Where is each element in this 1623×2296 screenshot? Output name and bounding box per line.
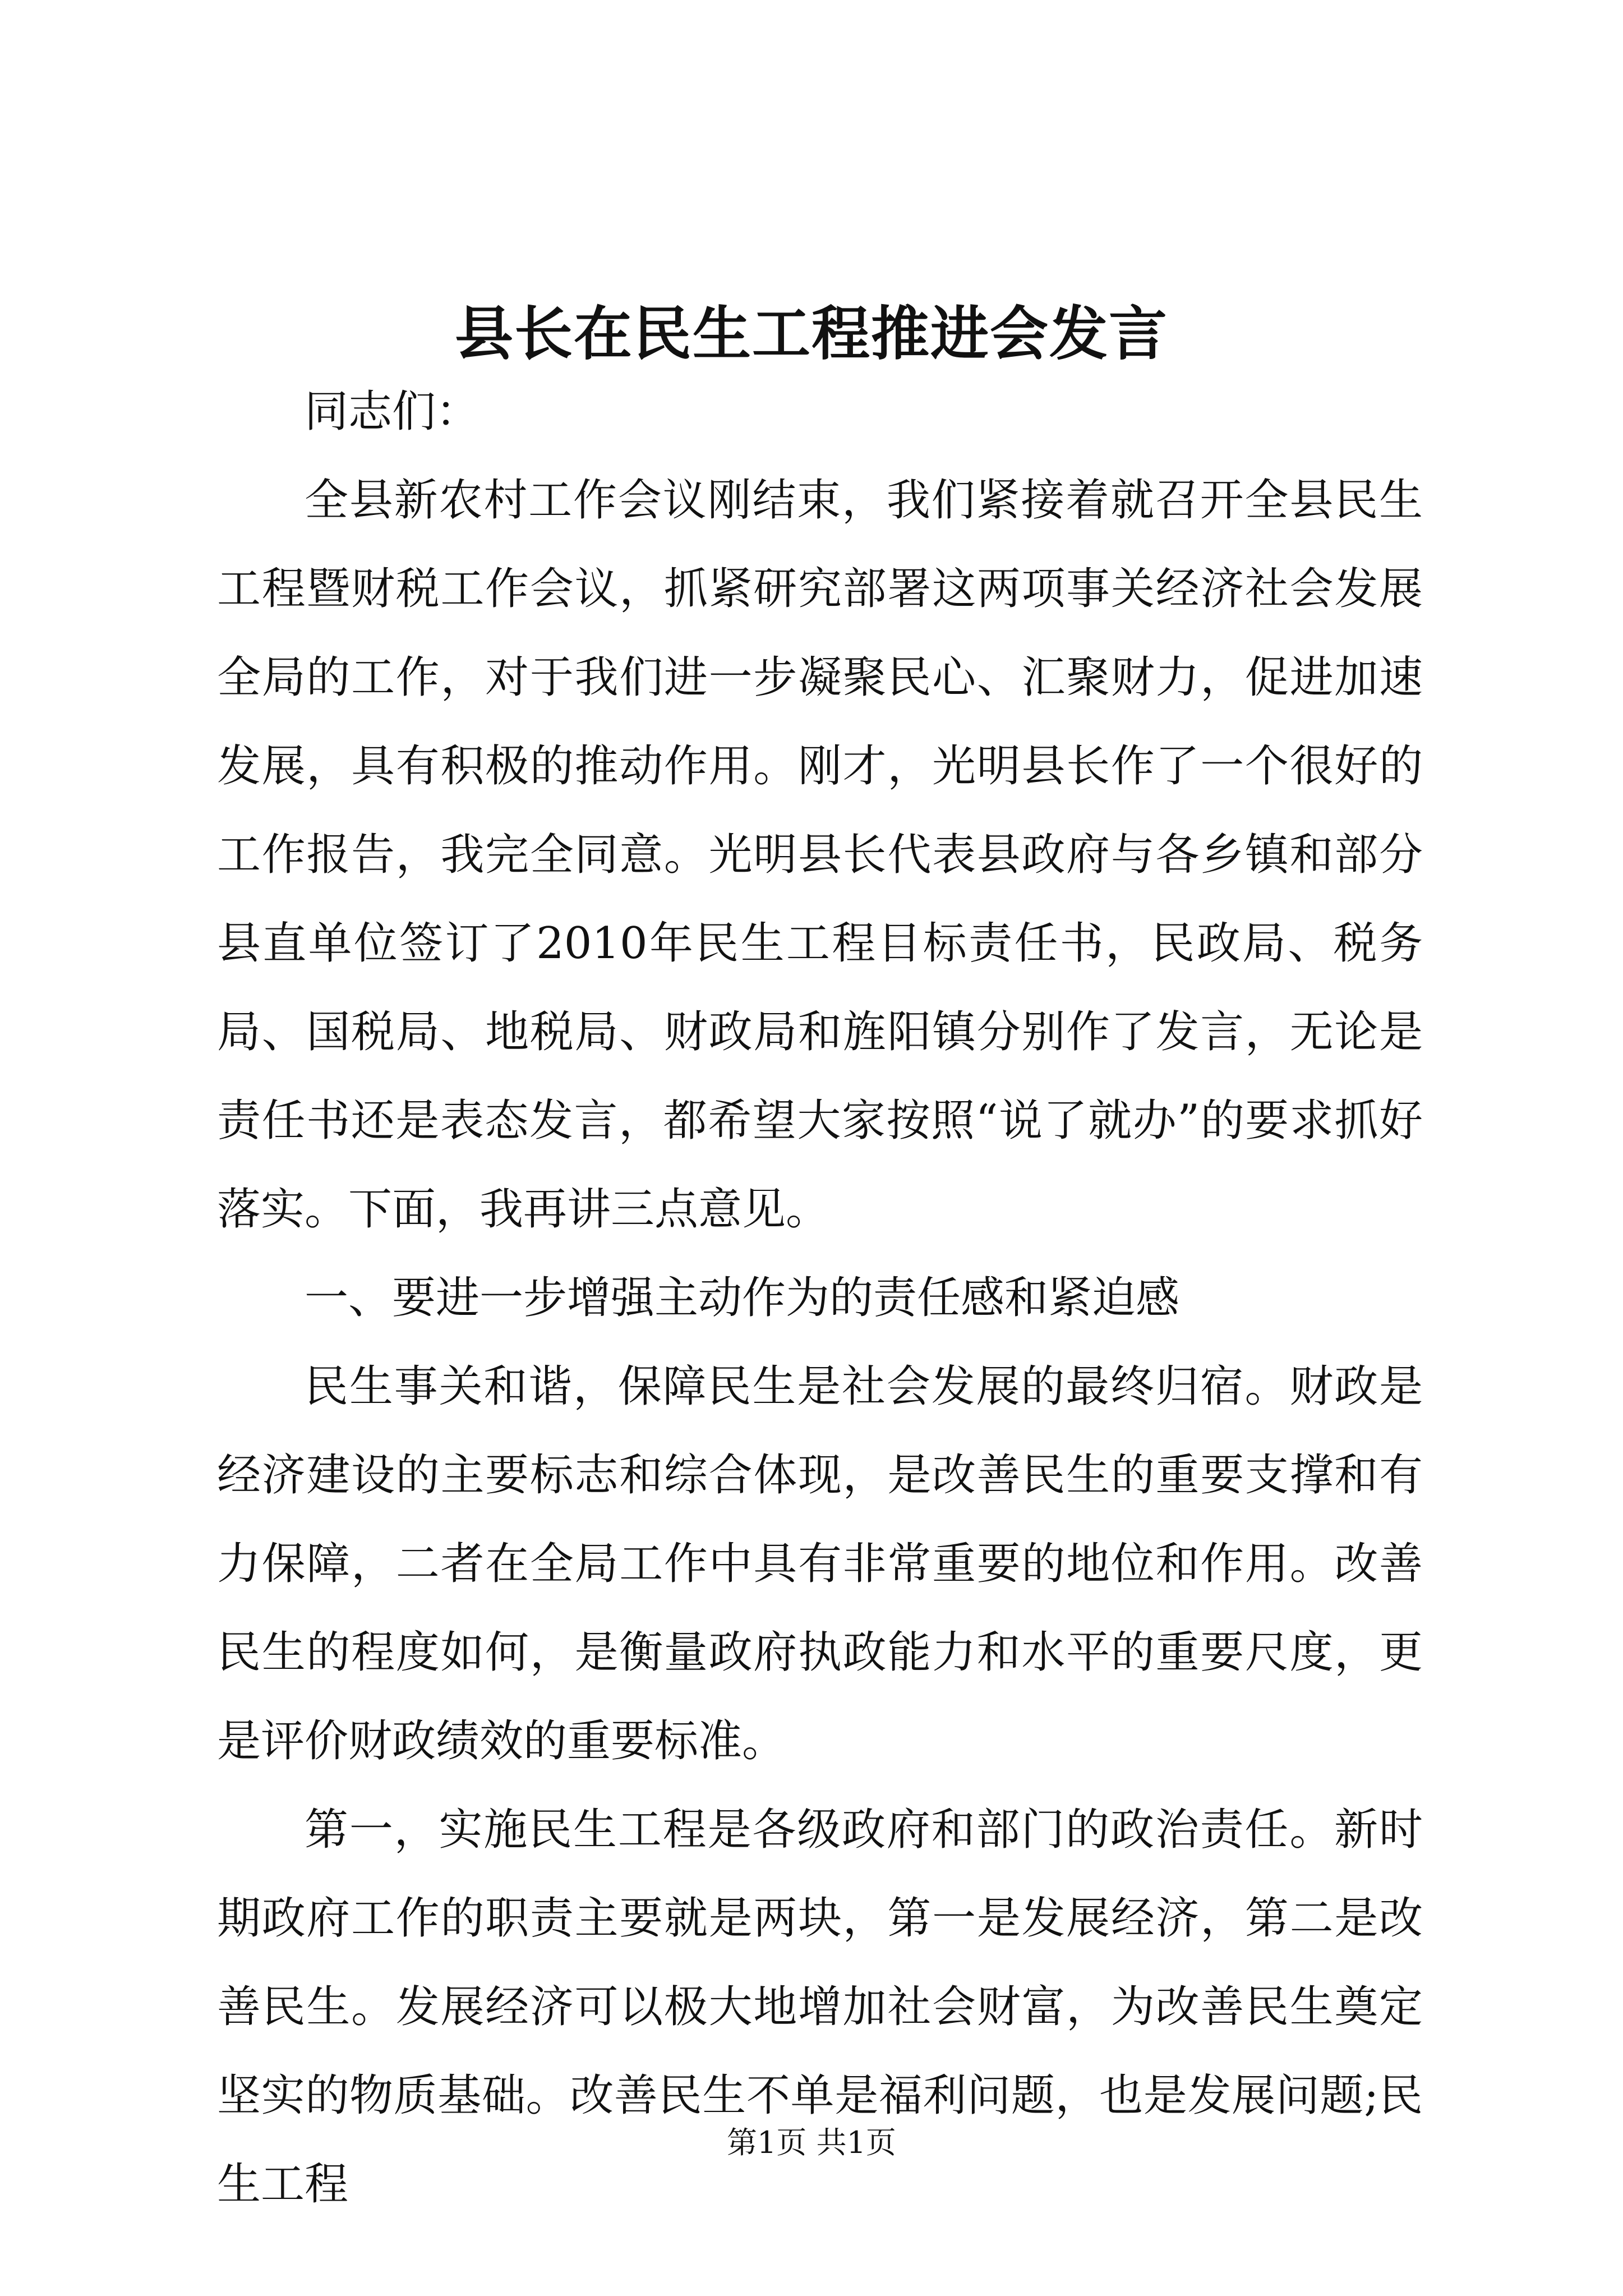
body-paragraph: 民生事关和谐，保障民生是社会发展的最终归宿。财政是经济建设的主要标志和综合体现，是改善民生的重要支撑和有力保障，二者在全局工作中具有非常重要的地位和作用。改善民生的程度如何，是衡量政府执政能力和水平的重要尺度，更是评价财政绩效的重要标准。 <box>217 1361 1423 1766</box>
section-heading: 一、要进一步增强主动作为的责任感和紧迫感 <box>305 1273 1180 1323</box>
page-number: 第1页 共1页 <box>727 2125 896 2160</box>
document-title: 县长在民生工程推进会发言 <box>454 299 1168 368</box>
salutation-paragraph: 同志们： <box>305 386 480 437</box>
body-paragraph: 第一，实施民生工程是各级政府和部门的政治责任。新时期政府工作的职责主要就是两块，第一是发展经济，第二是改善民生。发展经济可以极大地增加社会财富，为改善民生奠定坚实的物质基础。改善民生不单是福利问题，也是发展问题;民生工程 <box>217 1805 1423 2210</box>
intro-paragraph: 全县新农村工作会议刚结束，我们紧接着就召开全县民生工程暨财税工作会议，抓紧研究部署这两项事关经济社会发展全局的工作，对于我们进一步凝聚民心、汇聚财力，促进加速发展，具有积极的推动作用。刚才，光明县长作了一个很好的工作报告，我完全同意。光明县长代表县政府与各乡镇和部分县直单位签订了2010年民生工程目标责任书，民政局、税务局、国税局、地税局、财政局和旌阳镇分别作了发言，无论是责任书还是表态发言，都希望大家按照“说了就办”的要求抓好落实。下面，我再讲三点意见。 <box>217 475 1423 1235</box>
document-body <box>217 367 1423 2229</box>
